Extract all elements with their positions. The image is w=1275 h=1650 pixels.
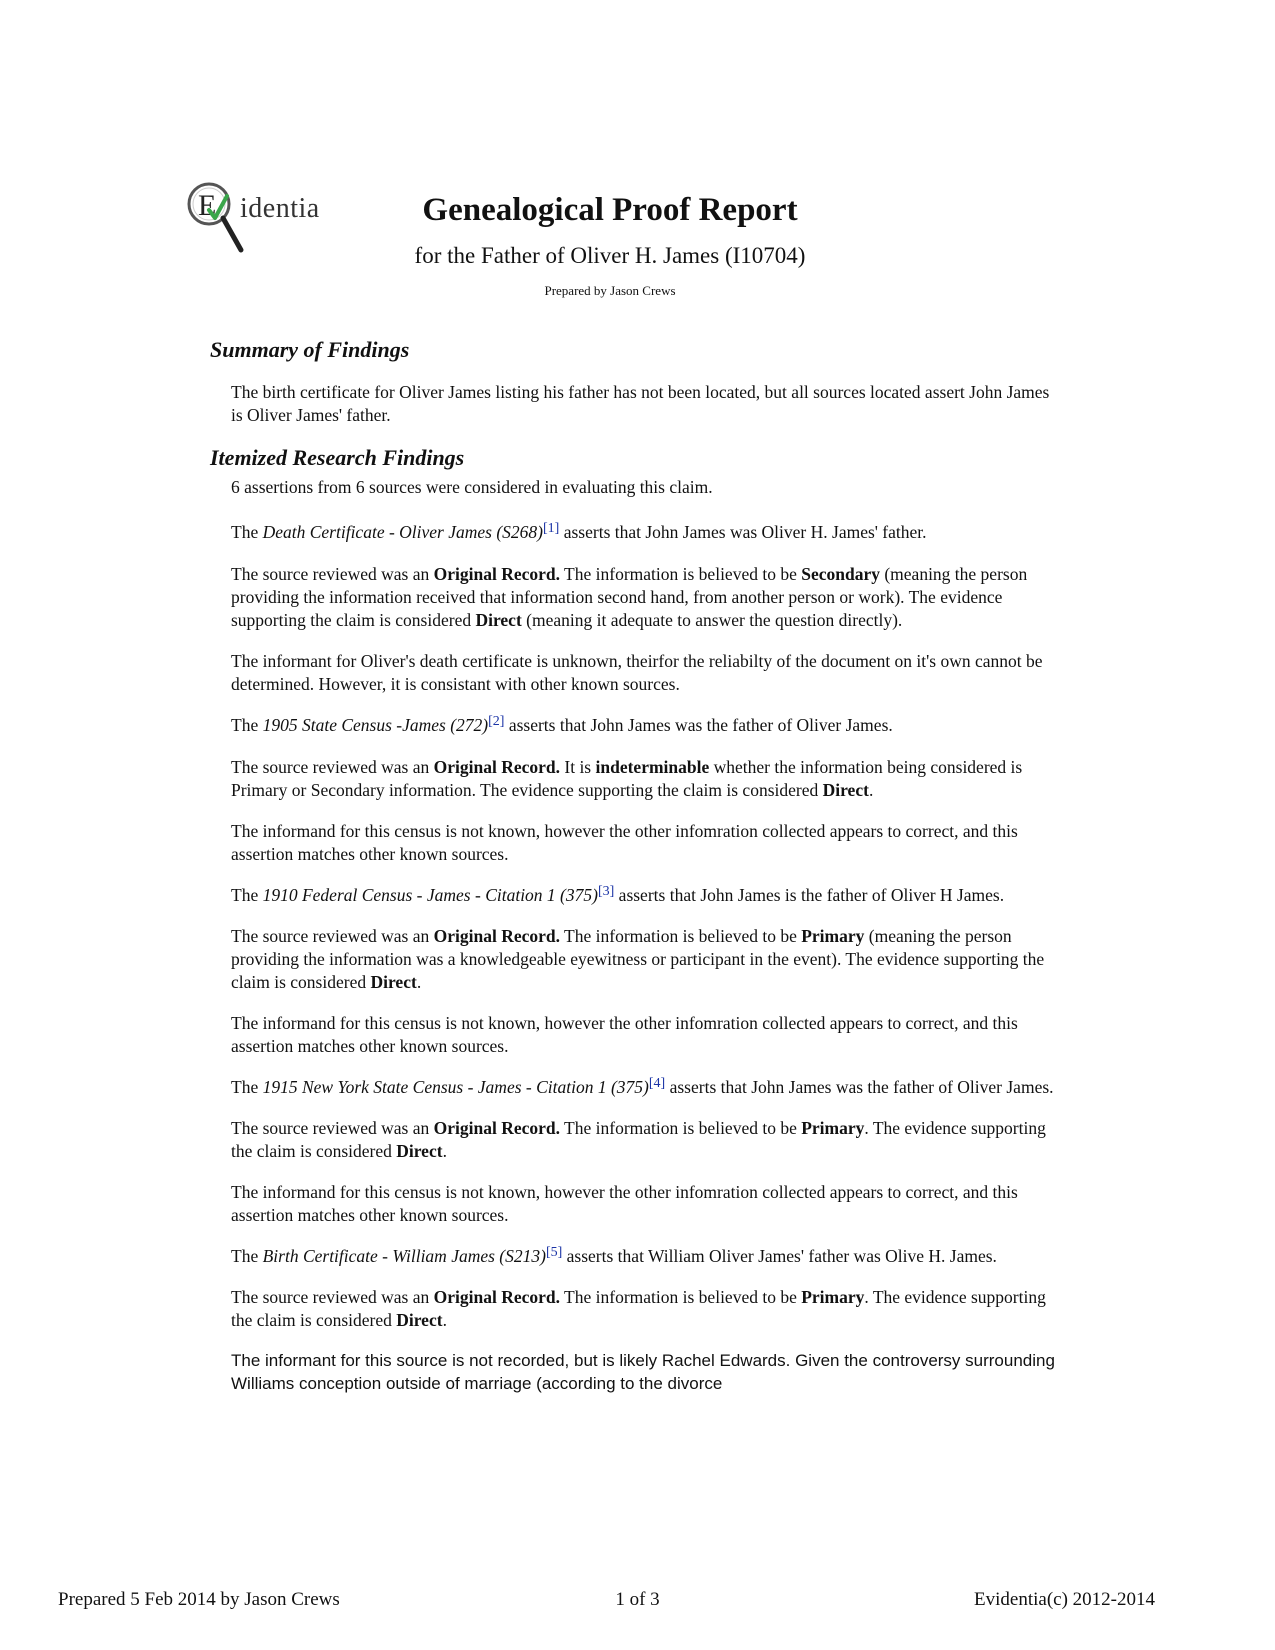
prepared-by: Prepared by Jason Crews xyxy=(544,283,676,298)
source-title: Birth Certificate - William James (S213) xyxy=(262,1246,546,1266)
report-subtitle: for the Father of Oliver H. James (I10704) xyxy=(414,243,806,268)
source-title: 1905 State Census -James (272) xyxy=(262,715,489,735)
finding-evaluation: The source reviewed was an Original Record. It is indeterminable whether the information being considered is Primary or Secondary information. The evidence supporting the claim is considered Direct. xyxy=(231,757,1023,800)
finding-evaluation: The source reviewed was an Original Record. The information is believed to be Primary (meaning the person providing the information was a knowledgeable eyewitness or participant in the event). The evidence supporting the claim is considered Direct. xyxy=(231,926,1045,992)
finding-note: The informant for this source is not recorded, but is likely Rachel Edwards. Given the controversy surrounding Williams conception outside of marriage (according to the divorce xyxy=(231,1351,1055,1393)
finding-assertion: The Birth Certificate - William James (S213)[5] asserts that William Oliver James' father was Olive H. James. xyxy=(231,1245,997,1266)
itemized-intro: 6 assertions from 6 sources were considered in evaluating this claim. xyxy=(231,477,713,497)
finding-note: The informand for this census is not known, however the other infomration collected appears to correct, and this assertion matches other known sources. xyxy=(231,821,1018,864)
report-title: Genealogical Proof Report xyxy=(422,192,798,228)
logo-wordmark: identia xyxy=(240,193,320,224)
summary-text xyxy=(231,381,1061,427)
footer-prepared: Prepared 5 Feb 2014 by Jason Crews xyxy=(58,1589,340,1610)
findings-body xyxy=(231,476,1061,1395)
finding-assertion: The Death Certificate - Oliver James (S268)[1] asserts that John James was Oliver H. James' father. xyxy=(231,521,927,542)
finding-note: The informand for this census is not known, however the other infomration collected appears to correct, and this assertion matches other known sources. xyxy=(231,1013,1018,1056)
itemized-heading: Itemized Research Findings xyxy=(210,445,465,470)
citation-link[interactable]: [5] xyxy=(545,1245,563,1260)
footer-copyright: Evidentia(c) 2012-2014 xyxy=(974,1589,1155,1610)
finding-note: The informant for Oliver's death certificate is unknown, theirfor the reliabilty of the document on it's own cannot be determined. However, it is consistant with other known sources. xyxy=(231,651,1043,694)
footer-page-number: 1 of 3 xyxy=(615,1589,660,1610)
summary-paragraph: The birth certificate for Oliver James listing his father has not been located, but all sources located assert John James is Oliver James' father. xyxy=(231,382,1050,425)
finding-assertion: The 1915 New York State Census - James - Citation 1 (375)[4] asserts that John James was the father of Oliver James. xyxy=(231,1076,1054,1097)
citation-link[interactable]: [2] xyxy=(488,714,505,729)
finding-assertion: The 1905 State Census -James (272)[2] asserts that John James was the father of Oliver James. xyxy=(231,714,893,735)
source-title: Death Certificate - Oliver James (S268) xyxy=(262,522,544,542)
finding-assertion: The 1910 Federal Census - James - Citation 1 (375)[3] asserts that John James is the father of Oliver H James. xyxy=(231,884,1005,905)
finding-evaluation: The source reviewed was an Original Record. The information is believed to be Primary. The evidence supporting the claim is considered Direct. xyxy=(231,1287,1046,1330)
citation-link[interactable]: [1] xyxy=(543,521,560,536)
summary-heading: Summary of Findings xyxy=(210,337,410,362)
citation-link[interactable]: [3] xyxy=(597,884,615,899)
svg-text:E: E xyxy=(198,189,217,222)
source-title: 1910 Federal Census - James - Citation 1 (375) xyxy=(262,885,598,905)
finding-evaluation: The source reviewed was an Original Record. The information is believed to be Primary. The evidence supporting the claim is considered Direct. xyxy=(231,1118,1046,1161)
source-title: 1915 New York State Census - James - Citation 1 (375) xyxy=(262,1077,649,1097)
finding-evaluation: The source reviewed was an Original Record. The information is believed to be Secondary (meaning the person providing the information received that information second hand, from another person or work). The evidence supporting the claim is considered Direct (meaning it adequate to answer the question directly). xyxy=(231,564,1028,630)
citation-link[interactable]: [4] xyxy=(648,1076,666,1091)
finding-note: The informand for this census is not known, however the other infomration collected appears to correct, and this assertion matches other known sources. xyxy=(231,1182,1018,1225)
